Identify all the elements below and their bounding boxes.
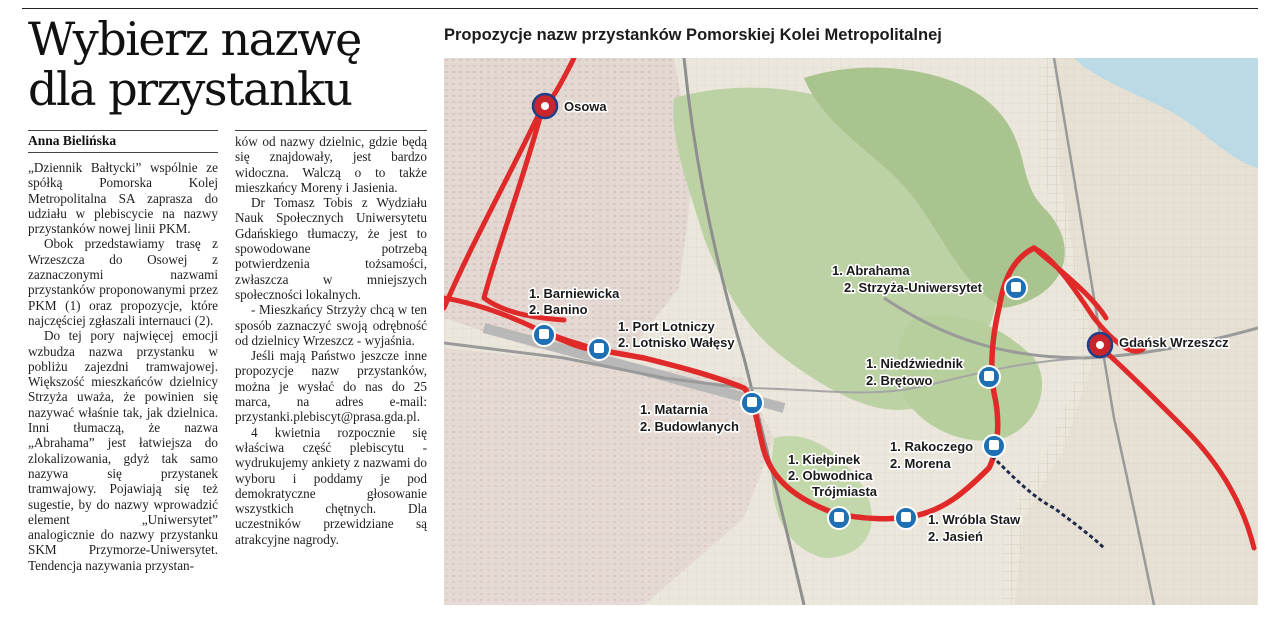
train-icon [539, 329, 549, 339]
author-byline: Anna Bielińska [28, 133, 117, 148]
stop-label-line: 1. Abrahama [832, 263, 910, 278]
stop-label-line: 1. Port Lotniczy [618, 319, 715, 334]
stop-label-line: 2. Budowlanych [640, 419, 739, 434]
top-rule [22, 8, 1258, 9]
train-icon [989, 440, 999, 450]
stop-label-line: 2. Banino [529, 302, 588, 317]
stop-label-line: 2. Strzyża-Uniwersytet [844, 280, 982, 295]
author-rule-bottom [28, 152, 218, 153]
stop-label-line: Trójmiasta [812, 484, 878, 499]
article-paragraph: Obok przedstawiamy trasę z Wrzeszcza do Osowej z zaznaczonymi nazwami przystanków proponowanymi przez PKM (1) oraz propozycje, które najczęściej zgłaszali internauci (2). [28, 236, 218, 328]
article-paragraph: 4 kwietnia rozpocznie się właściwa część plebiscytu - wydrukujemy ankiety z nazwami do wyboru i poddamy je pod demokratyczne głosowanie wszystkich chętnych. Dla uczestników przewidziane są atrakcyjne nagrody. [235, 424, 427, 547]
stop-label-line: 1. Matarnia [640, 402, 708, 417]
article-column-1 [28, 160, 218, 573]
train-icon [984, 371, 994, 381]
stop-label-line: 2. Brętowo [866, 373, 933, 388]
train-icon [541, 102, 549, 110]
train-icon [1011, 282, 1021, 292]
route-map [444, 58, 1258, 605]
headline-line-1: Wybierz nazwę [28, 12, 361, 66]
terminal-label: Gdańsk Wrzeszcz [1119, 335, 1229, 350]
stop-label-line: 1. Niedźwiednik [866, 356, 963, 371]
article-paragraph: Do tej pory najwięcej emocji wzbudza nazwa przystanku w pobliżu zajezdni tramwajowej. Większość mieszkańców dzielnicy Strzyża uważa, że powinien się nazywać właśnie tak, jak dzielnica. Inni tłumaczą, że nazwa „Abrahama” jest łatwiejsza do zlokalizowania, gdyż tak samo nazywa się przystanek tramwajowy. Pojawiają się też sugestie, by do nazwy wprowadzić element „Uniwersytet” analogicznie do nazwy przystanku SKM Przymorze-Uniwersytet. Tendencja nazywania przystan- [28, 328, 218, 573]
stop-label-line: 1. Wróbla Staw [928, 512, 1021, 527]
stop-label-line: 2. Morena [890, 456, 951, 471]
terminal-label: Osowa [564, 99, 607, 114]
article-paragraph: Dr Tomasz Tobis z Wydziału Nauk Społecznych Uniwersytetu Gdańskiego tłumaczy, że jest to spowodowane potrzebą potwierdzenia tożsamości, zwłaszcza w mniejszych społeczności lokalnych. [235, 195, 427, 302]
article-paragraph: Jeśli mają Państwo jeszcze inne propozycje nazw przystanków, można je wysłać do nas do 25 marca, na adres e-mail: przystanki.plebiscyt@prasa.gda.pl. [235, 348, 427, 425]
stop-label-line: 1. Barniewicka [529, 286, 620, 301]
stop-label-line: 1. Rakoczego [890, 439, 974, 454]
headline [28, 14, 428, 114]
column-rule-top [235, 130, 427, 131]
article-paragraph: - Mieszkańcy Strzyży chcą w ten sposób zaznaczyć swoją odrębność od dzielnicy Wrzeszcz - wyjaśnia. [235, 302, 427, 348]
headline-line-2: dla przystanku [28, 62, 352, 116]
article-paragraph: „Dziennik Bałtycki” wspólnie ze spółką Pomorska Kolej Metropolitalna SA zaprasza do udziału w plebiscycie na nazwy przystanków nowej linii PKM. [28, 160, 218, 237]
stop-label-line: 1. Kiełpinek [788, 452, 861, 467]
train-icon [1096, 341, 1104, 349]
train-icon [834, 512, 844, 522]
article-column-2 [235, 134, 427, 547]
train-icon [594, 343, 604, 353]
map-title: Propozycje nazw przystanków Pomorskiej Kolei Metropolitalnej [444, 26, 942, 44]
train-icon [747, 397, 757, 407]
route-map-svg [444, 58, 1258, 605]
article-paragraph: ków od nazwy dzielnic, gdzie będą się znajdowały, jest bardzo widoczna. Walczą o to także mieszkańcy Moreny i Jasienia. [235, 134, 427, 195]
stop-label-line: 2. Obwodnica [788, 468, 873, 483]
stop-label-line: 2. Jasień [928, 529, 983, 544]
stop-label-line: 2. Lotnisko Wałęsy [618, 335, 735, 350]
author-rule-top [28, 130, 218, 131]
train-icon [901, 512, 911, 522]
